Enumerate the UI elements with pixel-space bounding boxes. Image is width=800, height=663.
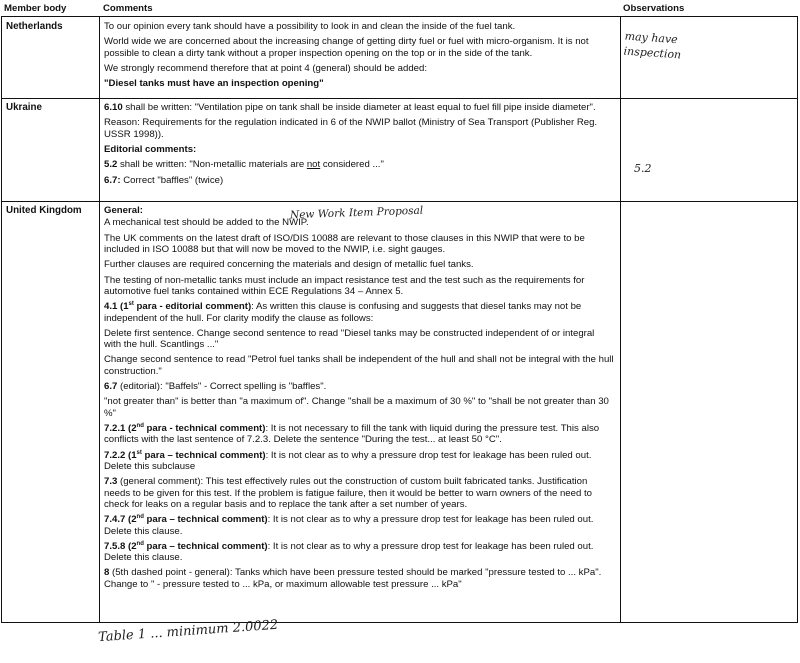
ref-text: para - editorial comment) [133, 301, 252, 313]
uk-paragraph [104, 301, 614, 324]
clause-ref: 6.10 [104, 102, 123, 113]
ref-text: 7.2.1 (2 [104, 423, 137, 434]
uk-paragraph [104, 514, 614, 537]
uk-text: (editorial): "Baffels" - Correct spelling is "baffles". [117, 381, 327, 393]
nl-proposed-text: "Diesel tanks must have an inspection opening" [104, 78, 324, 90]
clause-ref [104, 541, 268, 552]
member-netherlands: Netherlands [6, 21, 63, 32]
uk-paragraph: Delete first sentence. Change second sentence to read "Diesel tanks may be constructed independent of or integral with the hull. Scantlings ..." [104, 327, 595, 351]
nl-paragraph: We strongly recommend therefore that at point 4 (general) should be added: [104, 62, 428, 74]
clause-ref: 5.2 [104, 159, 118, 171]
clause-ref: 7.3 [104, 476, 118, 488]
uk-paragraph: Change second sentence to read "Petrol fuel tanks shall be independent of the hull and shall not be integral with the hull construction." [104, 354, 614, 377]
comments-table [1, 16, 798, 623]
ref-text: para – technical comment) [143, 540, 268, 552]
member-united-kingdom: United Kingdom [6, 205, 82, 216]
uk-paragraph [104, 541, 614, 564]
uk-text: : It is not necessary to fill the tank with liquid during the pressure test. This also conflicts with the last sentence of 7.2.3. Delete the sentence "During the test... at least 50 °C". [104, 423, 600, 446]
uk-paragraph: "not greater than" is better than "a maximum of". Change "shall be a maximum of 30 %" to "shall be not greater than 30 %" [104, 396, 609, 419]
ukraine-comments [104, 102, 614, 190]
handwriting-text: may have inspection [623, 29, 682, 62]
header-member-body: Member body [4, 3, 67, 14]
uk-text: (5th dashed point - general): Tanks which have been pressure tested should be marked "pressure tested to ... kPa". Change to " - pressure tested to ... kPa, or maximum allowable test pressure ... kPa" [104, 567, 602, 590]
member-ukraine: Ukraine [6, 102, 42, 113]
clause-ref: 8 [104, 567, 110, 579]
ua-editorial-heading: Editorial comments: [104, 143, 197, 155]
clause-ref: 6.7 [104, 381, 118, 393]
column-divider [99, 17, 100, 622]
uk-text: : It is not clear as to why a pressure drop test for leakage has been ruled out. Delete this clause. [104, 514, 594, 537]
header-comments: Comments [103, 3, 153, 14]
handwriting-text: New Work Item Proposal [289, 204, 424, 222]
row-divider [2, 98, 797, 99]
uk-text: : It is not clear as to why a pressure drop test for leakage has been ruled out. Delete this clause. [104, 540, 594, 564]
ua-paragraph [104, 102, 614, 113]
uk-paragraph: The testing of non-metallic tanks must include an impact resistance test and the test such as the requirements for automotive fuel tanks contained within ECE Regulations 34 – Annex 5. [104, 274, 585, 297]
clause-ref [104, 301, 251, 312]
uk-text: (general comment): This test effectively rules out the construction of custom built fabricated tanks. Justification needs to be given for this test. If the problem is fatigue failure, then it would be better to warn owners of the need to check for leaks on a regular basis and to replace the tank after a set number of years. [104, 476, 592, 510]
ua-paragraph: Reason: Requirements for the regulation indicated in 6 of the NWIP ballot (Ministry of Sea Transport (Publisher Reg. USSR 1998)). [104, 117, 598, 140]
uk-paragraph [104, 450, 614, 473]
header-observations: Observations [623, 3, 685, 14]
nl-paragraph: World wide we are concerned about the increasing change of getting dirty fuel or fuel with micro-organism. It is not possible to clean a dirty tank without a proper inspection opening on the top or in the side of the tank. [104, 36, 589, 59]
ref-sup: st [128, 301, 134, 307]
uk-comments [104, 205, 614, 594]
ref-text: 7.2.2 (1 [104, 449, 137, 461]
uk-paragraph: The UK comments on the latest draft of ISO/DIS 10088 are relevant to those clauses in this NWIP that were to be included in ISO 10088 but that will now be moved to the NWIP, i.e. sight gauges. [104, 232, 585, 255]
ref-text: 4.1 (1 [104, 301, 129, 313]
uk-paragraph [104, 381, 614, 392]
ua-text: Correct "baffles" (twice) [120, 174, 224, 186]
ref-text: para – technical comment) [143, 514, 268, 526]
ua-paragraph [104, 175, 614, 186]
clause-ref [104, 423, 265, 434]
uk-general-heading: General: [104, 205, 143, 216]
clause-ref [104, 514, 268, 525]
ua-text: considered ..." [320, 159, 384, 171]
handwritten-note-ukraine [634, 163, 652, 176]
uk-text: : As written this clause is confusing and suggests that diesel tanks may not be independent of the hull. For clarity modify the clause as follows: [104, 301, 582, 324]
handwriting-text: 5.2 [634, 162, 652, 175]
ref-sup: st [136, 449, 142, 456]
uk-paragraph [104, 476, 614, 510]
ref-text: para – technical comment) [141, 449, 266, 461]
ua-text: shall be written: "Non-metallic materials are [117, 159, 307, 171]
uk-paragraph [104, 567, 614, 590]
handwritten-note-netherlands [623, 30, 725, 67]
ua-underlined-word: not [306, 159, 321, 171]
nl-paragraph: To our opinion every tank should have a possibility to look in and clean the inside of the fuel tank. [104, 21, 516, 32]
handwriting-text: Table 1 ... minimum 2.0022 [97, 617, 279, 646]
ref-sup: nd [136, 422, 144, 429]
uk-paragraph: Further clauses are required concerning the materials and design of metallic fuel tanks. [104, 259, 474, 271]
ref-sup: nd [136, 540, 144, 547]
netherlands-comments [104, 21, 614, 94]
ref-text: 7.5.8 (2 [104, 540, 137, 552]
clause-ref [104, 450, 266, 461]
uk-paragraph: A mechanical test should be added to the NWIP. [104, 217, 309, 229]
clause-ref: 6.7: [104, 174, 121, 186]
column-divider [620, 17, 621, 622]
row-divider [2, 201, 797, 202]
ref-text: para - technical comment) [143, 423, 266, 434]
uk-text: : It is not clear as to why a pressure drop test for leakage has been ruled out. Delete this subclause [104, 449, 592, 472]
uk-paragraph [104, 423, 614, 446]
ua-text: shall be written: "Ventilation pipe on tank shall be inside diameter at least equal to fuel fill pipe inside diameter". [122, 102, 596, 113]
ref-sup: nd [136, 514, 144, 520]
ref-text: 7.4.7 (2 [104, 514, 137, 526]
ua-paragraph [104, 159, 614, 170]
